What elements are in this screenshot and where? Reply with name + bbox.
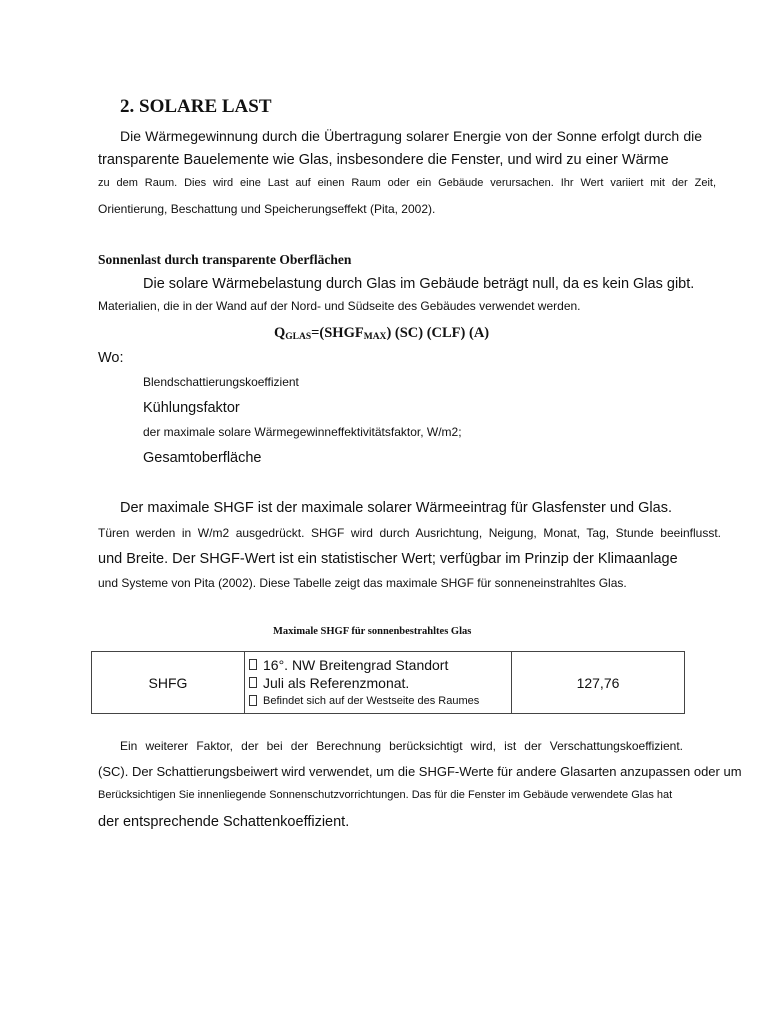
condition-text: Befindet sich auf der Westseite des Raumes (263, 694, 480, 707)
paragraph3-line3: Berücksichtigen Sie innenliegende Sonnenschutzvorrichtungen. Das für die Fenster im Gebäude verwendete Glas hat (98, 789, 673, 801)
table-row (92, 652, 685, 714)
paragraph2-line1: Der maximale SHGF ist der maximale solarer Wärmeeintrag für Glasfenster und Glas. (120, 500, 672, 516)
paragraph1-line3: zu dem Raum. Dies wird eine Last auf einen Raum oder ein Gebäude verursachen. Ihr Wert variiert mit der Zeit, (98, 177, 716, 189)
formula-max-subscript: MAX (363, 332, 387, 342)
checkbox-icon (249, 695, 257, 706)
paragraph2-line4: und Systeme von Pita (2002). Diese Tabelle zeigt das maximale SHGF für sonneneinstrahltes Glas. (98, 576, 627, 590)
paragraph2-line3: und Breite. Der SHGF-Wert ist ein statistischer Wert; verfügbar im Prinzip der Klimaanlage (98, 551, 678, 567)
condition-text: 16°. NW Breitengrad Standort (263, 656, 449, 673)
where-item-1: Blendschattierungskoeffizient (143, 375, 299, 389)
paragraph1-line2: transparente Bauelemente wie Glas, insbesondere die Fenster, und wird zu einer Wärme (98, 152, 669, 168)
where-item-2: Kühlungsfaktor (143, 400, 240, 416)
checkbox-icon (249, 677, 257, 688)
condition-item (249, 656, 511, 674)
paragraph3-line4: der entsprechende Schattenkoeffizient. (98, 814, 350, 830)
paragraph3-line1: Ein weiterer Faktor, der bei der Berechnung berücksichtigt wird, ist der Verschattungskoeffizient. (120, 739, 683, 753)
where-item-3: der maximale solare Wärmegewinneffektivitätsfaktor, W/m2; (143, 425, 462, 439)
table-conditions-cell (245, 652, 512, 714)
paragraph2-line2: Türen werden in W/m2 ausgedrückt. SHGF wird durch Ausrichtung, Neigung, Monat, Tag, Stunde beeinflusst. (98, 526, 721, 540)
section-title: 2. SOLARE LAST (120, 96, 272, 117)
condition-text: Juli als Referenzmonat. (263, 674, 410, 691)
checkbox-icon (249, 659, 257, 670)
formula-glas-subscript: GLAS (285, 332, 312, 342)
table-value-cell: 127,76 (512, 652, 685, 714)
condition-item (249, 674, 511, 692)
where-label: Wo: (98, 350, 124, 366)
subsection-line2: Materialien, die in der Wand auf der Nord- und Südseite des Gebäudes verwendet werden. (98, 299, 581, 313)
formula (274, 325, 489, 342)
where-item-4: Gesamtoberfläche (143, 450, 262, 466)
table-caption: Maximale SHGF für sonnenbestrahltes Glas (273, 626, 472, 637)
subsection-title: Sonnenlast durch transparente Oberflächen (98, 252, 352, 267)
formula-q: Q (274, 325, 286, 341)
paragraph1-line4: Orientierung, Beschattung und Speicherungseffekt (Pita, 2002). (98, 202, 436, 216)
shgf-table (91, 651, 685, 714)
table-label-cell: SHFG (92, 652, 245, 714)
paragraph1-line1: Die Wärmegewinnung durch die Übertragung solarer Energie von der Sonne erfolgt durch die (120, 128, 702, 144)
paragraph3-line2: (SC). Der Schattierungsbeiwert wird verwendet, um die SHGF-Werte für andere Glasarten anzupassen oder um (98, 764, 742, 779)
formula-rest: ) (SC) (CLF) (A) (386, 325, 490, 341)
formula-eq-open: =(SHGF (311, 325, 364, 341)
condition-item (249, 692, 511, 710)
subsection-line1: Die solare Wärmebelastung durch Glas im Gebäude beträgt null, da es kein Glas gibt. (143, 276, 695, 292)
